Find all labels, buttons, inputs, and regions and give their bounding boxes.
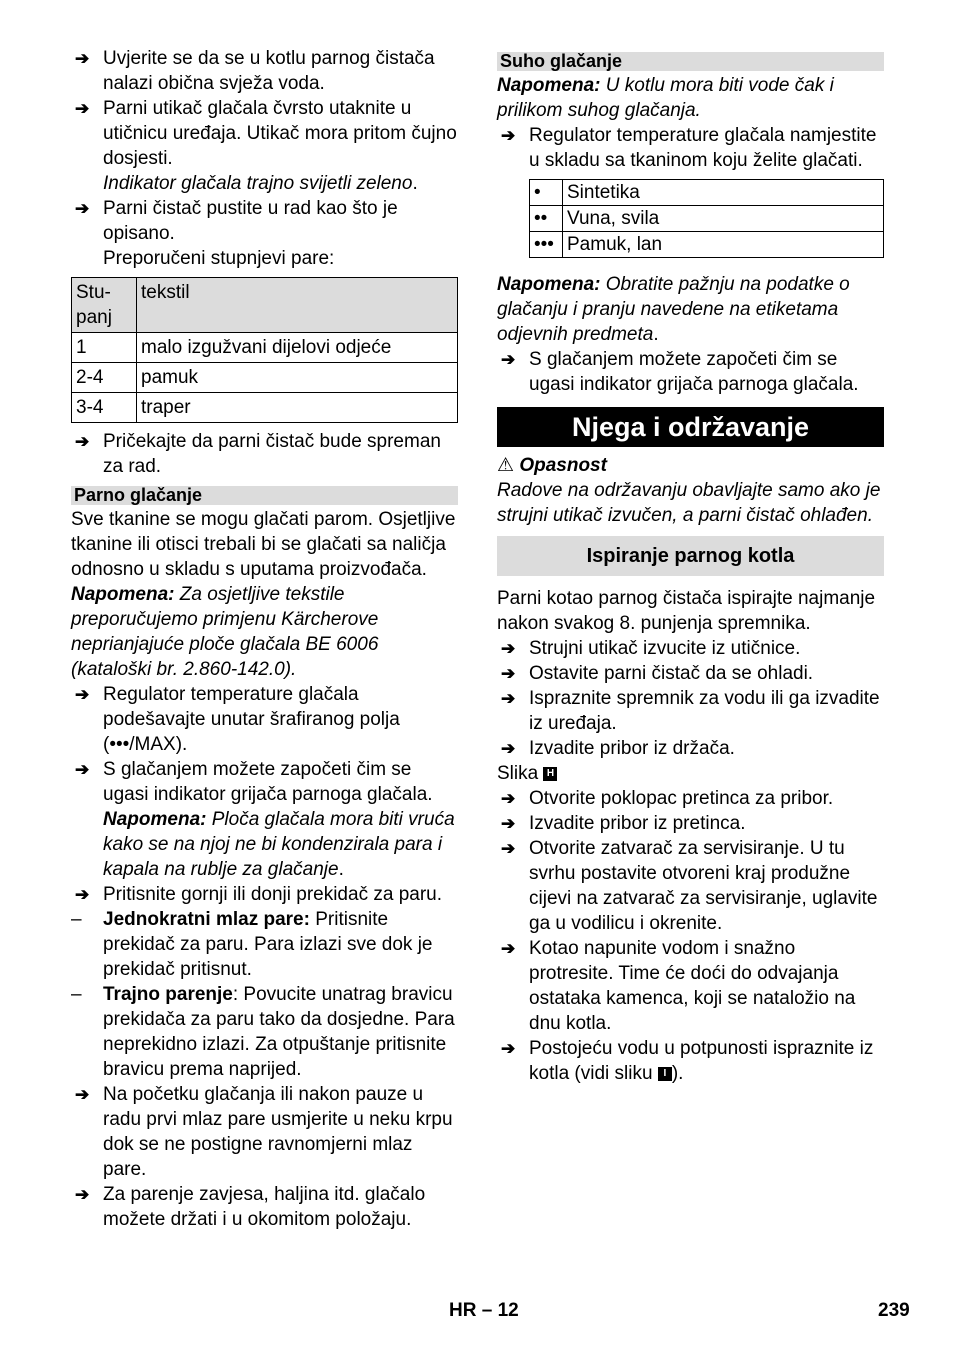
- table-cell: traper: [137, 393, 458, 423]
- step-empty-tank: ➔ Ispraznite spremnik za vodu ili ga izvadite iz uređaja.: [497, 686, 884, 736]
- table-cell: •: [530, 180, 563, 206]
- table-row: [530, 180, 884, 206]
- section-title-dry-ironing: Suho glačanje: [497, 52, 884, 71]
- instruction-plug-iron: ➔ Parni utikač glačala čvrsto utaknite u utičnicu uređaja. Utikač mora pritom čujno dosjesti.: [71, 96, 458, 171]
- table-cell: Vuna, svila: [563, 206, 884, 232]
- figure-reference: [497, 761, 884, 786]
- footer-label: HR – 12: [449, 1300, 519, 1321]
- table-cell: 3-4: [72, 393, 137, 423]
- instruction-vertical: ➔ Za parenje zavjesa, haljina itd. glačalo možete držati i u okomitom položaju.: [71, 1182, 458, 1232]
- rinse-body: Parni kotao parnog čistača ispirajte najmanje nakon svakog 8. punjenja spremnika.: [497, 588, 876, 634]
- note-delicate-textiles: [71, 582, 458, 682]
- warning-icon: ⚠: [497, 455, 515, 476]
- figure-h-icon: H: [543, 767, 557, 781]
- instruction-first-burst: ➔ Na početku glačanja ili nakon pauze u radu prvi mlaz pare usmjerite u neku krpu dok se ne postigne ravnomjerni mlaz pare.: [71, 1082, 458, 1182]
- iron-indicator-text: Indikator glačala trajno svijetli zeleno: [103, 173, 413, 194]
- recommended-steam-levels: Preporučeni stupnjevi pare:: [103, 248, 335, 269]
- instruction-temperature: ➔ Regulator temperature glačala podešavajte unutar šrafiranog polja (•••/MAX).: [71, 682, 458, 757]
- step-take-out: ➔ Izvadite pribor iz pretinca.: [497, 811, 884, 836]
- instruction-start-ironing-dry: ➔ S glačanjem možete započeti čim se ugasi indikator grijača parnoga glačala.: [497, 347, 884, 397]
- section-title-steam-ironing: Parno glačanje: [71, 486, 458, 505]
- drain-end: ).: [671, 1063, 684, 1084]
- table-row: [72, 393, 458, 423]
- step-open-service-cap: ➔ Otvorite zatvarač za servisiranje. U tu svrhu postavite otvoreni kraj produžne cijevi na zatvarač za servisiranje, uglavite ga u vodilicu i okrenite.: [497, 836, 884, 936]
- figure-i-icon: I: [658, 1067, 672, 1081]
- figure-label: Slika: [497, 763, 539, 784]
- instruction-start-cleaner: ➔ Parni čistač pustite u rad kao što je opisano.: [71, 196, 458, 246]
- table-cell: ••: [530, 206, 563, 232]
- step-cool-down: ➔ Ostavite parni čistač da se ohladi.: [497, 661, 884, 686]
- instruction-wait-ready: ➔ Pričekajte da parni čistač bude spreman za rad.: [71, 429, 458, 479]
- table-cell: •••: [530, 232, 563, 258]
- instruction-fresh-water: ➔ Uvjerite se da se u kotlu parnog čistača nalazi obična svježa voda.: [71, 46, 458, 96]
- table-cell: pamuk: [137, 363, 458, 393]
- table-header-row: [72, 278, 458, 333]
- subsection-title: Ispiranje parnog kotla: [497, 536, 884, 576]
- page-number: 239: [878, 1300, 910, 1321]
- danger-label: Opasnost: [519, 455, 607, 476]
- note-end: .: [653, 324, 659, 345]
- danger-text: Radove na održavanju obavljajte samo ako je strujni utikač izvučen, a parni čistač ohlađen.: [497, 480, 881, 526]
- steam-level-table: [71, 277, 458, 423]
- steam-ironing-body: Sve tkanine se mogu glačati parom. Osjetljive tkanine ili otisci trebali bi se glačati sa naličja odnosno u skladu s uputama proizvođača.: [71, 509, 456, 580]
- item-single-burst: [71, 907, 458, 982]
- note-hot-plate: [71, 807, 458, 882]
- step-fill-shake: ➔ Kotao napunite vodom i snažno protresite. Time će doći do odvajanja ostataka kamenca, koji se nataložio na dnu kotla.: [497, 936, 884, 1036]
- table-cell: 1: [72, 333, 137, 363]
- note-text: Ploča glačala mora biti vruća kako se na njoj ne bi kondenzirala para i kapala na rublje za glačanje: [103, 809, 455, 880]
- step-remove-accessories: ➔ Izvadite pribor iz držača.: [497, 736, 884, 761]
- note-text: Za osjetljive tekstile preporučujemo primjenu Kärcherove neprianjajuće ploče glačala BE 6006 (kataloški br. 2.860-142.0).: [71, 584, 379, 680]
- note-label: Napomena:: [103, 809, 207, 830]
- table-row: [530, 206, 884, 232]
- single-burst-label: Jednokratni mlaz pare:: [103, 909, 310, 930]
- fabric-table: [529, 179, 884, 258]
- note-end: .: [338, 859, 344, 880]
- instruction-set-temperature: ➔ Regulator temperature glačala namjestite u skladu sa tkaninom koju želite glačati.: [497, 123, 884, 173]
- drain-text: Postojeću vodu u potpunosti ispraznite iz kotla (vidi sliku: [529, 1038, 874, 1084]
- step-open-lid: ➔ Otvorite poklopac pretinca za pribor.: [497, 786, 884, 811]
- step-unplug: ➔ Strujni utikač izvucite iz utičnice.: [497, 636, 884, 661]
- table-cell: Pamuk, lan: [563, 232, 884, 258]
- table-cell: Sintetika: [563, 180, 884, 206]
- note-label: Napomena:: [71, 584, 175, 605]
- right-column: [497, 50, 884, 1086]
- item-continuous-steam: [71, 982, 458, 1082]
- header-level: Stu-panj: [72, 278, 137, 333]
- continuous-steam-label: Trajno parenje: [103, 984, 233, 1005]
- note-label: Napomena:: [497, 274, 601, 295]
- note-text: Obratite pažnju na podatke o glačanju i pranju navedene na etiketama odjevnih predmeta: [497, 274, 850, 345]
- table-cell: malo izgužvani dijelovi odjeće: [137, 333, 458, 363]
- table-row: [72, 333, 458, 363]
- note-water-in-boiler: [497, 73, 884, 123]
- note-care-labels: [497, 272, 884, 347]
- left-column: [71, 46, 458, 1232]
- table-cell: 2-4: [72, 363, 137, 393]
- iron-indicator-end: .: [412, 173, 418, 194]
- iron-indicator-note: [71, 171, 458, 196]
- chapter-title: Njega i održavanje: [497, 407, 884, 447]
- header-textile: tekstil: [137, 278, 458, 333]
- instruction-start-ironing: ➔ S glačanjem možete započeti čim se ugasi indikator grijača parnoga glačala.: [71, 757, 458, 807]
- instruction-press-switch: ➔ Pritisnite gornji ili donji prekidač za paru.: [71, 882, 458, 907]
- note-label: Napomena:: [497, 75, 601, 96]
- continuous-steam-text: : Povucite unatrag bravicu prekidača za paru tako da dosjedne. Para neprekidno izlazi. Za otpuštanje pritisnite bravicu prema naprijed.: [103, 984, 455, 1080]
- table-row: [530, 232, 884, 258]
- danger-heading: [497, 453, 884, 478]
- note-text: U kotlu mora biti vode čak i prilikom suhog glačanja.: [497, 75, 834, 121]
- table-row: [72, 363, 458, 393]
- single-burst-text: Pritisnite prekidač za paru. Para izlazi sve dok je prekidač pritisnut.: [103, 909, 433, 980]
- step-drain: [497, 1036, 884, 1086]
